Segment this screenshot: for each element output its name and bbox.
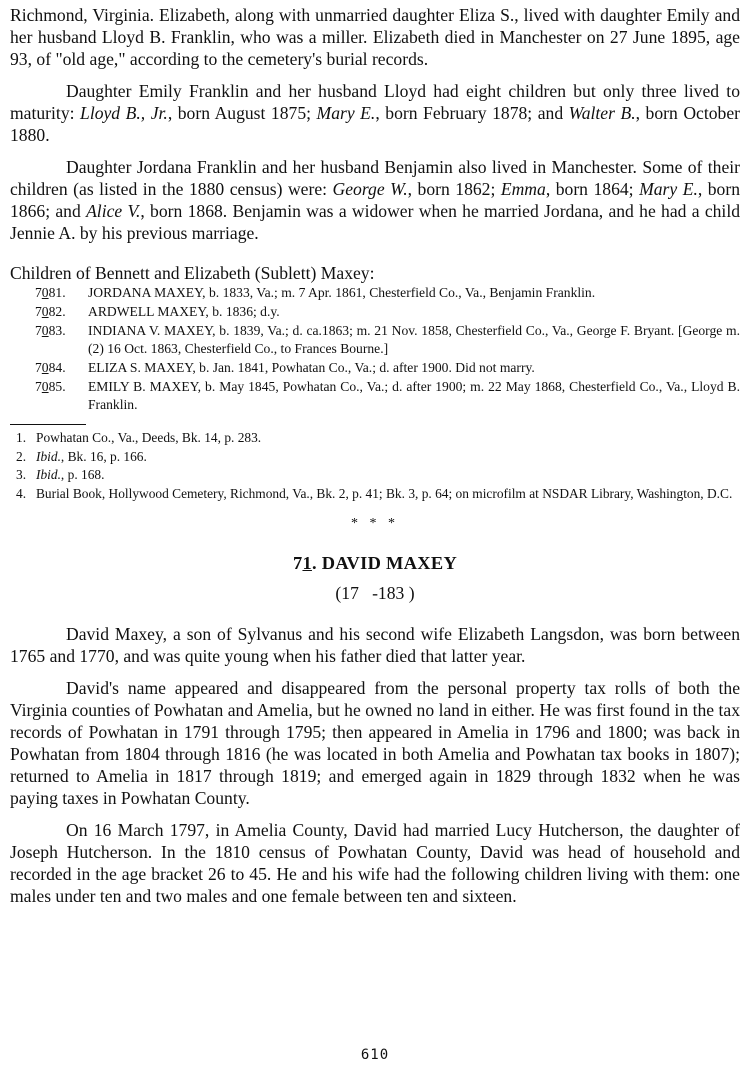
paragraph-intro-3: Daughter Jordana Franklin and her husband Benjamin also lived in Manchester. Some of their children (as listed in the 1880 census) were: George W., born 1862; Emma, born 1864; Mary E., born 1866; and Alice V., born 1868. Benjamin was a widower when he married Jordana, and he had a child Jennie A. by his previous marriage. bbox=[10, 157, 741, 243]
footnotes bbox=[10, 429, 740, 503]
child-text: JORDANA MAXEY, b. 1833, Va.; m. 7 Apr. 1861, Chesterfield Co., Va., Benjamin Franklin. bbox=[88, 285, 596, 300]
child-number: 7083. bbox=[35, 323, 66, 338]
paragraph-intro-1: Richmond, Virginia. Elizabeth, along with unmarried daughter Eliza S., lived with daughter Emily and her husband Lloyd B. Franklin, who was a miller. Elizabeth died in Manchester on 27 June 1895, age 93, of "old age," according to the cemetery's burial records. bbox=[10, 5, 740, 69]
child-text: INDIANA V. MAXEY, b. 1839, Va.; d. ca.1863; m. 21 Nov. 1858, Chesterfield Co., Va., George F. Bryant. [George m. (2) 16 Oct. 1863, Chesterfield Co., to Frances Bourne.] bbox=[88, 323, 740, 356]
section-separator: * * * bbox=[351, 516, 399, 531]
child-number: 7085. bbox=[35, 379, 66, 394]
footnote-rule bbox=[10, 424, 86, 425]
children-list bbox=[10, 284, 740, 414]
footnote: 4. Burial Book, Hollywood Cemetery, Richmond, Va., Bk. 2, p. 41; Bk. 3, p. 64; on microfilm at NSDAR Library, Washington, D.C. bbox=[16, 485, 733, 501]
section-title: 71. DAVID MAXEY bbox=[292, 553, 458, 573]
child-text: ARDWELL MAXEY, b. 1836; d.y. bbox=[88, 304, 280, 319]
children-heading: Children of Bennett and Elizabeth (Sublett) Maxey: bbox=[10, 263, 375, 283]
footnote: 1. Powhatan Co., Va., Deeds, Bk. 14, p. 283. bbox=[16, 430, 262, 445]
footnote: 2. Ibid., Bk. 16, p. 166. bbox=[16, 448, 147, 464]
child-text: ELIZA S. MAXEY, b. Jan. 1841, Powhatan Co., Va.; d. after 1900. Did not marry. bbox=[88, 360, 535, 375]
child-entry bbox=[10, 303, 740, 321]
paragraph-david-2: David's name appeared and disappeared from the personal property tax rolls of both the Virginia counties of Powhatan and Amelia, but he owned no land in either. He was first found in the tax records of Powhatan in 1791 through 1795; then appeared in Amelia in 1796 and 1800; was back in Powhatan from 1804 through 1816 (he was located in both Amelia and Powhatan tax books in 1807); returned to Amelia in 1817 through 1819; and emerged again in 1829 through 1832 when he was paying taxes in Powhatan County. bbox=[10, 678, 740, 808]
footnote: 3. Ibid., p. 168. bbox=[16, 467, 105, 482]
child-entry bbox=[10, 378, 740, 414]
child-number: 7082. bbox=[35, 304, 66, 319]
child-entry bbox=[10, 359, 740, 377]
paragraph-david-3: On 16 March 1797, in Amelia County, David had married Lucy Hutcherson, the daughter of Joseph Hutcherson. In the 1810 census of Powhatan County, David was head of household and recorded in the age bracket 26 to 45. He and his wife had the following children living with them: one males under ten and two males and one female between ten and sixteen. bbox=[10, 820, 740, 906]
document-page bbox=[10, 4, 740, 907]
paragraph-intro-2: Daughter Emily Franklin and her husband Lloyd had eight children but only three lived to maturity: Lloyd B., Jr., born August 1875; Mary E., born February 1878; and Walter B., born October 1880. bbox=[10, 81, 740, 145]
section-dates: (17 -183 ) bbox=[335, 583, 415, 603]
child-entry bbox=[10, 284, 740, 302]
child-entry bbox=[10, 322, 740, 358]
child-text: EMILY B. MAXEY, b. May 1845, Powhatan Co., Va.; d. after 1900; m. 22 May 1868, Chesterfield Co., Va., Lloyd B. Franklin. bbox=[88, 379, 740, 412]
child-number: 7081. bbox=[35, 285, 66, 300]
child-number: 7084. bbox=[35, 360, 66, 375]
paragraph-david-1: David Maxey, a son of Sylvanus and his second wife Elizabeth Langsdon, was born between 1765 and 1770, and was quite young when his father died that latter year. bbox=[10, 624, 740, 666]
page-number: 610 bbox=[360, 1047, 390, 1063]
